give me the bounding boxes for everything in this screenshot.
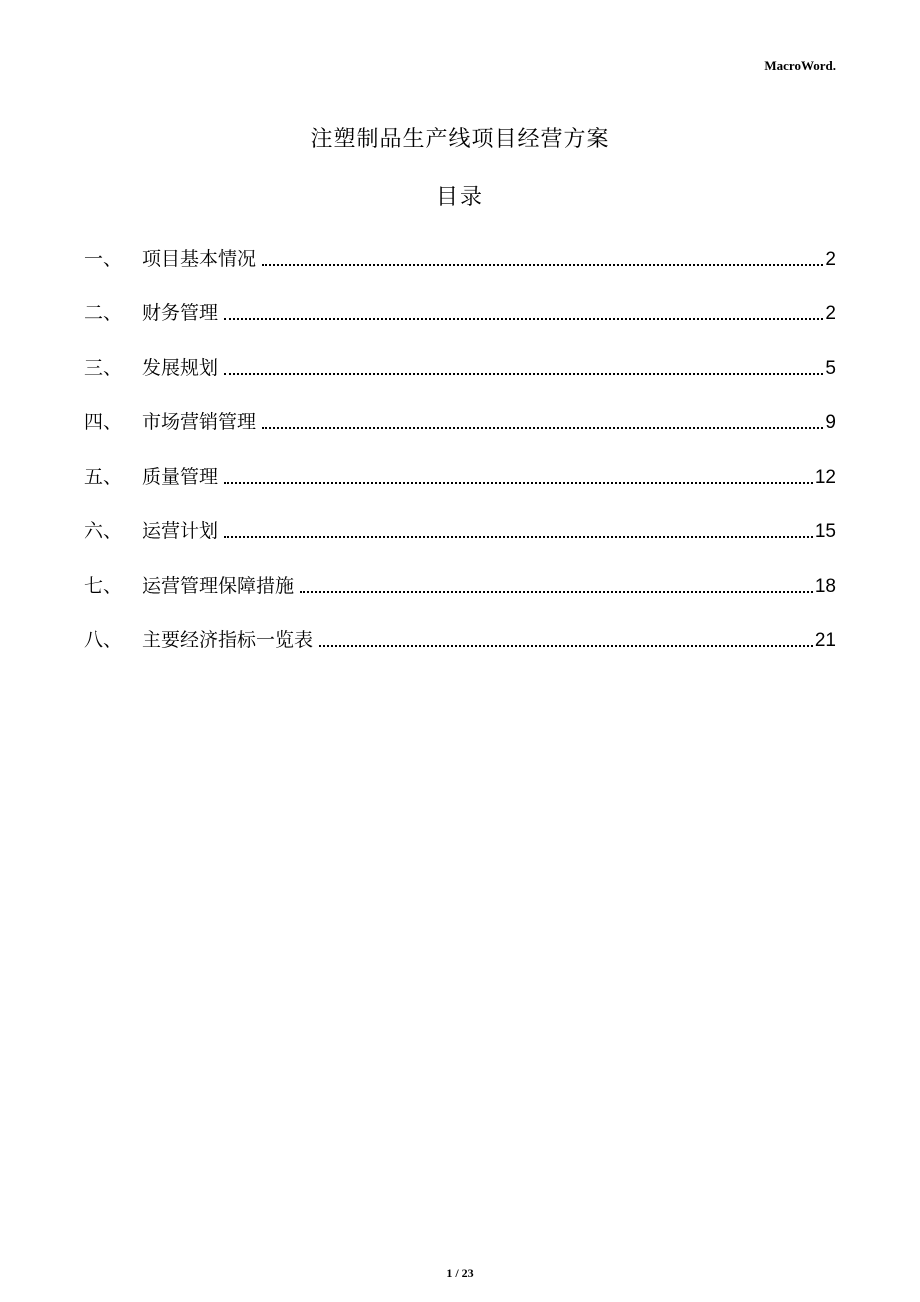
toc-entry-page: 9	[825, 412, 836, 433]
toc-entry-number: 三、	[84, 356, 123, 379]
toc-entry-2[interactable]	[84, 290, 836, 345]
dot-leader	[262, 427, 823, 429]
toc-entry-5[interactable]	[84, 453, 836, 508]
toc-entry-number: 一、	[84, 247, 123, 270]
toc-entry-number: 二、	[84, 302, 123, 324]
dot-leader	[224, 482, 813, 484]
toc-entry-6[interactable]	[84, 508, 836, 563]
toc-entry-page: 21	[814, 630, 836, 651]
document-title: 注塑制品生产线项目经营方案	[310, 127, 610, 152]
toc-entry-label: 财务管理	[142, 302, 219, 324]
toc-entry-number: 六、	[84, 520, 123, 542]
toc-entry-label: 运营计划	[142, 520, 219, 542]
toc-entry-label: 项目基本情况	[142, 247, 257, 270]
dot-leader	[319, 645, 813, 647]
toc-entry-label: 运营管理保障措施	[142, 574, 295, 597]
toc-entry-8[interactable]	[84, 617, 836, 672]
toc-entry-page: 2	[825, 303, 836, 324]
toc-entry-label: 市场营销管理	[142, 411, 257, 433]
header-brand: MacroWord.	[764, 58, 836, 73]
toc-entry-number: 五、	[84, 465, 123, 488]
toc-entry-4[interactable]	[84, 399, 836, 454]
toc-entry-number: 四、	[84, 411, 123, 433]
toc-entry-number: 七、	[84, 574, 123, 597]
toc-entry-label: 主要经济指标一览表	[142, 629, 314, 651]
toc-entry-page: 5	[825, 357, 836, 379]
dot-leader	[224, 536, 813, 538]
toc-entry-number: 八、	[84, 629, 123, 651]
toc-entry-1[interactable]	[84, 235, 836, 290]
dot-leader	[300, 591, 813, 593]
toc-entry-label: 发展规划	[142, 356, 219, 379]
toc-entry-page: 15	[814, 521, 836, 542]
toc-entry-page: 18	[814, 575, 836, 597]
toc-entry-3[interactable]	[84, 344, 836, 399]
toc-entry-page: 2	[825, 248, 836, 270]
toc-entry-7[interactable]	[84, 562, 836, 617]
toc-heading: 目录	[435, 185, 484, 210]
dot-leader	[224, 318, 823, 320]
page-number: 1 / 23	[446, 1266, 474, 1280]
table-of-contents	[84, 235, 836, 671]
dot-leader	[224, 373, 823, 375]
dot-leader	[262, 264, 823, 266]
toc-entry-page: 12	[814, 466, 836, 488]
toc-entry-label: 质量管理	[142, 465, 219, 488]
